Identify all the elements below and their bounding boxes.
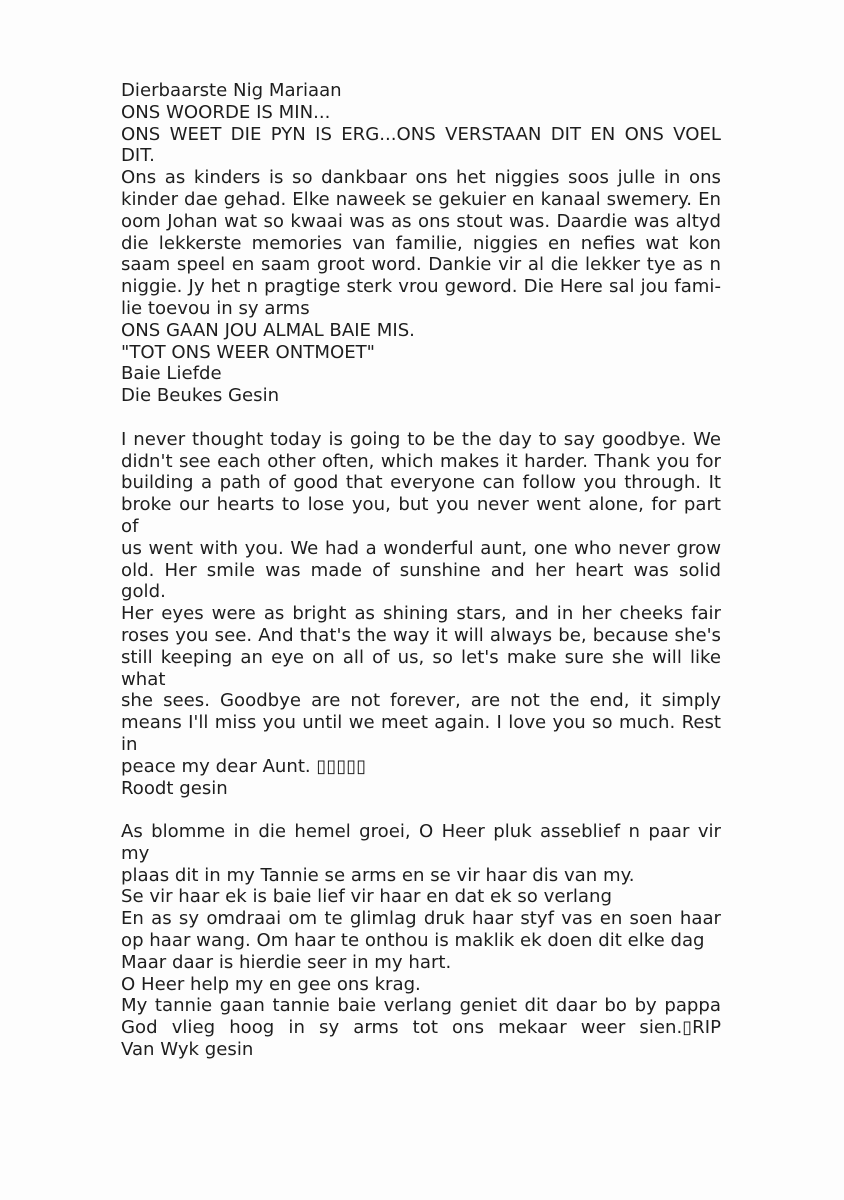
- text-line: "TOT ONS WEER ONTMOET": [121, 341, 376, 363]
- text-line: Maar daar is hierdie seer in my hart.: [121, 951, 452, 973]
- text-line: still keeping an eye on all of us, so let's make sure she will like what: [121, 646, 721, 690]
- text-line: ONS GAAN JOU ALMAL BAIE MIS.: [121, 319, 415, 341]
- text-line: op haar wang. Om haar te onthou is maklik ek doen dit elke dag: [121, 930, 705, 952]
- text-line: niggie. Jy het n pragtige sterk vrou geword. Die Here sal jou fami-: [121, 276, 721, 298]
- paragraph-gap: [121, 407, 721, 429]
- letter-roodt: [121, 429, 721, 800]
- signature-line: Die Beukes Gesin: [121, 385, 280, 407]
- text-line: die lekkerste memories van familie, niggies en nefies wat kon: [121, 232, 721, 254]
- text-line: I never thought today is going to be the day to say goodbye. We: [121, 428, 721, 450]
- text-line: means I'll miss you until we meet again. I love you so much. Rest in: [121, 712, 721, 755]
- greeting-line: Dierbaarste Nig Mariaan: [121, 80, 342, 101]
- text-line: Se vir haar ek is baie lief vir haar en dat ek so verlang: [121, 886, 612, 908]
- text-line: Her eyes were as bright as shining stars, and in her cheeks fair: [121, 603, 721, 625]
- text-line: us went with you. We had a wonderful aunt, one who never grow: [121, 537, 721, 559]
- text-line: saam speel en saam groot word. Dankie vir al die lekker tye as n: [121, 254, 721, 276]
- text-line: old. Her smile was made of sunshine and her heart was solid gold.: [121, 559, 721, 603]
- text-line: building a path of good that everyone can follow you through. It: [121, 472, 721, 494]
- signature-line: Roodt gesin: [121, 777, 228, 799]
- letter-beukes: [121, 80, 721, 407]
- text-line: plaas dit in my Tannie se arms en se vir haar dis van my.: [121, 864, 635, 886]
- text-line: peace my dear Aunt. ▯▯▯▯▯: [121, 755, 367, 777]
- document-body: [121, 80, 721, 1061]
- text-line: didn't see each other often, which makes it harder. Thank you for: [121, 450, 721, 472]
- text-line: Ons as kinders is so dankbaar ons het niggies soos julle in ons: [121, 167, 721, 189]
- text-line: My tannie gaan tannie baie verlang geniet dit daar bo by pappa: [121, 995, 721, 1017]
- text-line: broke our hearts to lose you, but you never went alone, for part of: [121, 494, 721, 537]
- text-line: lie toevou in sy arms: [121, 297, 310, 319]
- text-line: she sees. Goodbye are not forever, are not the end, it simply: [121, 690, 721, 712]
- text-line: kinder dae gehad. Elke naweek se gekuier en kanaal swemery. En: [121, 188, 721, 210]
- letter-van-wyk: [121, 821, 721, 1061]
- text-line: oom Johan wat so kwaai was as ons stout was. Daardie was altyd: [121, 210, 721, 232]
- text-line: ONS WOORDE IS MIN...: [121, 101, 331, 123]
- text-line: God vlieg hoog in sy arms tot ons mekaar weer sien.▯RIP: [121, 1017, 721, 1039]
- text-line: O Heer help my en gee ons krag.: [121, 973, 421, 995]
- closing-line: Baie Liefde: [121, 363, 222, 385]
- text-line: As blomme in die hemel groei, O Heer pluk asseblief n paar vir my: [121, 821, 721, 864]
- paragraph-gap: [121, 799, 721, 821]
- text-line: roses you see. And that's the way it will always be, because she's: [121, 624, 721, 646]
- text-line: En as sy omdraai om te glimlag druk haar styf vas en soen haar: [121, 908, 721, 930]
- text-line: ONS WEET DIE PYN IS ERG...ONS VERSTAAN DIT EN ONS VOEL: [121, 123, 721, 145]
- signature-line: Van Wyk gesin: [121, 1039, 254, 1061]
- text-line: DIT.: [121, 145, 155, 167]
